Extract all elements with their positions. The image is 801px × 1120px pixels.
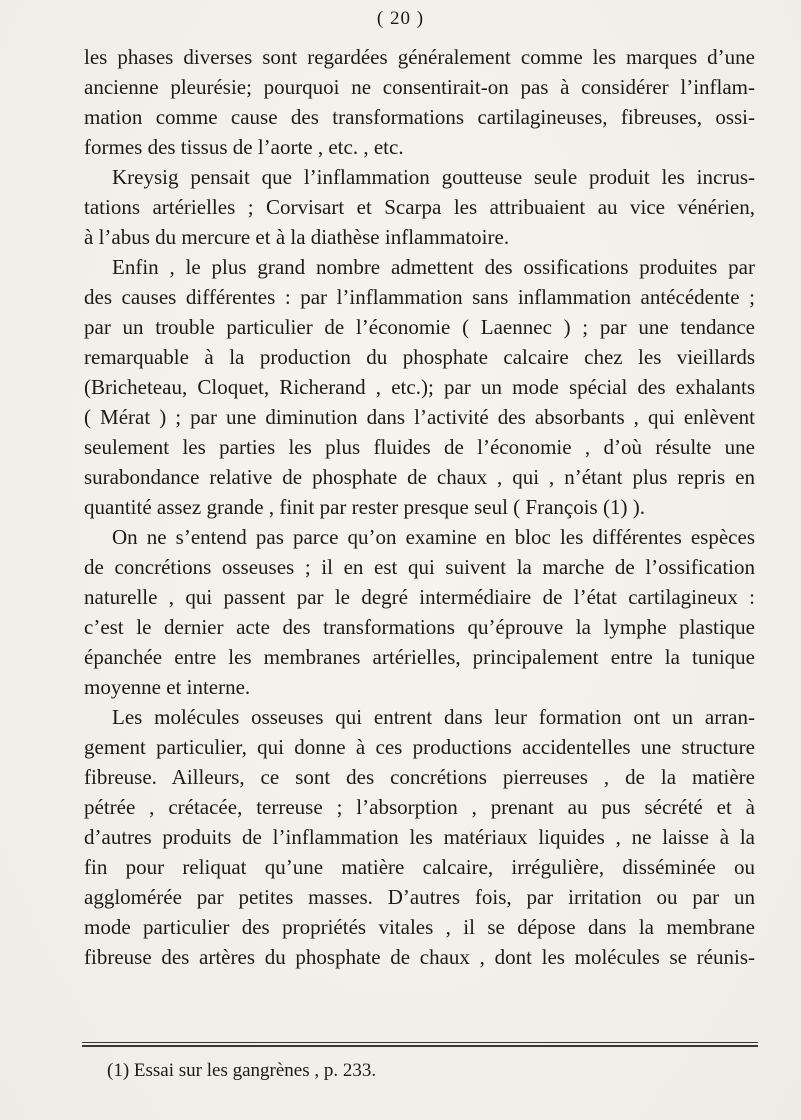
paragraph-start: Les molécules osseuses qui entrent dans leur formation ont un arran- [112, 705, 755, 729]
footnote: (1) Essai sur les gangrènes , p. 233. [107, 1060, 377, 1081]
text-line: à l’abus du mercure et à la diathèse inflammatoire. [84, 225, 510, 249]
text-line: surabondance relative de phosphate de chaux , qui , n’étant plus repris en [84, 465, 755, 489]
page-number: ( 20 ) [376, 8, 425, 29]
paragraph-start: Enfin , le plus grand nombre admettent des ossifications produites par [112, 255, 755, 279]
text-line: gement particulier, qui donne à ces productions accidentelles une structure [84, 735, 755, 759]
text-line: tations artérielles ; Corvisart et Scarpa les attribuaient au vice vénérien, [84, 195, 755, 219]
text-line: ancienne pleurésie; pourquoi ne consentirait-on pas à considérer l’inflam- [84, 75, 755, 99]
text-line: d’autres produits de l’inflammation les matériaux liquides , ne laisse à la [84, 825, 755, 849]
text-line: ( Mérat ) ; par une diminution dans l’activité des absorbants , qui enlèvent [84, 405, 755, 429]
text-line: naturelle , qui passent par le degré intermédiaire de l’état cartilagineux : [84, 585, 755, 609]
text-line: fibreuse. Ailleurs, ce sont des concrétions pierreuses , de la matière [84, 765, 755, 789]
text-line: formes des tissus de l’aorte , etc. , etc. [84, 135, 404, 159]
paragraph-start: On ne s’entend pas parce qu’on examine en bloc les différentes espèces [112, 525, 755, 549]
text-line: agglomérée par petites masses. D’autres fois, par irritation ou par un [84, 885, 755, 909]
text-line: quantité assez grande , finit par rester presque seul ( François (1) ). [84, 495, 645, 519]
text-line: de concrétions osseuses ; il en est qui suivent la marche de l’ossification [84, 555, 755, 579]
text-line: mation comme cause des transformations cartilagineuses, fibreuses, ossi- [84, 105, 755, 129]
text-line: épanchée entre les membranes artérielles, principalement entre la tunique [84, 645, 755, 669]
text-line: fin pour reliquat qu’une matière calcaire, irrégulière, disséminée ou [84, 855, 755, 879]
text-line: des causes différentes : par l’inflammation sans inflammation antécédente ; [84, 285, 755, 309]
text-line: moyenne et interne. [84, 675, 251, 699]
text-line: par un trouble particulier de l’économie ( Laennec ) ; par une tendance [84, 315, 755, 339]
text-line: fibreuse des artères du phosphate de chaux , dont les molécules se réunis- [84, 945, 755, 969]
text-line: c’est le dernier acte des transformations qu’éprouve la lymphe plastique [84, 615, 755, 639]
text-line: (Bricheteau, Cloquet, Richerand , etc.); par un mode spécial des exhalants [84, 375, 755, 399]
paragraph-start: Kreysig pensait que l’inflammation goutteuse seule produit les incrus- [112, 165, 755, 189]
body-text [84, 42, 755, 972]
text-line: seulement les parties les plus fluides de l’économie , d’où résulte une [84, 435, 755, 459]
text-line: les phases diverses sont regardées généralement comme les marques d’une [84, 45, 755, 69]
text-line: mode particulier des propriétés vitales , il se dépose dans la membrane [84, 915, 755, 939]
footnote-separator-rule [82, 1042, 758, 1047]
text-line: remarquable à la production du phosphate calcaire chez les vieillards [84, 345, 755, 369]
text-line: pétrée , crétacée, terreuse ; l’absorption , prenant au pus sécrété et à [84, 795, 755, 819]
